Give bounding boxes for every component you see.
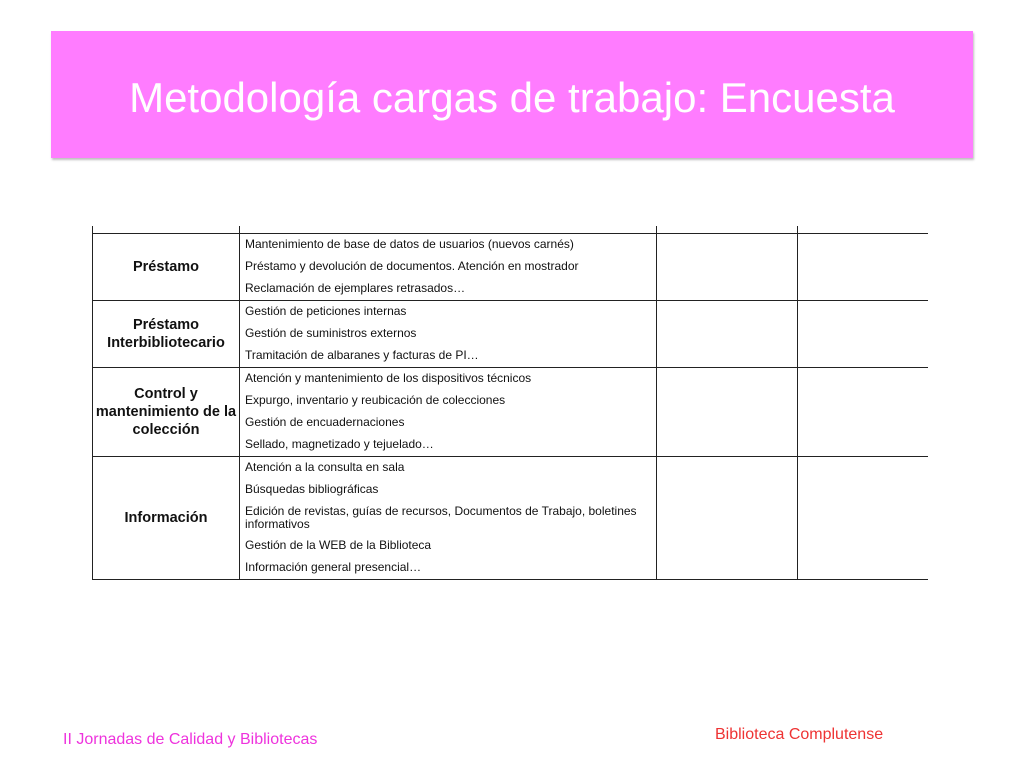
task-item: Información general presencial… [245,560,422,574]
footer-event-name: II Jornadas de Calidad y Bibliotecas [63,731,318,748]
task-item: Sellado, magnetizado y tejuelado… [245,437,434,451]
empty-answer-cell [657,457,798,580]
survey-table [92,226,928,580]
task-item: Búsquedas bibliográficas [245,482,379,496]
empty-answer-cell [798,368,929,457]
footer-library-name: Biblioteca Complutense [715,726,884,743]
empty-answer-cell [657,368,798,457]
empty-answer-cell [798,457,929,580]
task-item: Gestión de encuadernaciones [245,415,405,429]
category-cell: Control y mantenimiento de la colección [93,368,240,457]
empty-answer-cell [798,234,929,301]
empty-answer-cell [657,301,798,368]
title-bar [51,31,973,158]
task-item: Gestión de la WEB de la Biblioteca [245,538,432,552]
table-row-cut-bottom [93,580,929,581]
task-item: Atención a la consulta en sala [245,460,405,474]
task-item: Gestión de peticiones internas [245,304,407,318]
task-item: Reclamación de ejemplares retrasados… [245,281,466,295]
slide-title: Metodología cargas de trabajo: Encuesta [129,73,895,121]
task-item: Tramitación de albaranes y facturas de PI… [245,348,479,362]
category-cell: Préstamo [93,234,240,301]
table-cell-cut [93,580,240,581]
task-item: Expurgo, inventario y reubicación de colecciones [245,393,506,407]
task-item: Atención y mantenimiento de los dispositivos técnicos [245,371,532,385]
task-item: Mantenimiento de base de datos de usuarios (nuevos carnés) [245,237,574,251]
table-row [93,457,929,580]
tasks-cell [240,368,657,457]
task-item: Préstamo y devolución de documentos. Atención en mostrador [245,259,579,273]
category-cell: Información [93,457,240,580]
table-cell-cut [93,226,240,234]
tasks-cell [240,234,657,301]
tasks-cell [240,457,657,580]
survey-table-crop [92,226,928,580]
empty-answer-cell [798,301,929,368]
table-row [93,301,929,368]
task-item: Edición de revistas, guías de recursos, Documentos de Trabajo, boletines informativos [245,504,637,531]
table-row [93,234,929,301]
table-row-cut-top [93,226,929,234]
table-row [93,368,929,457]
category-cell: Préstamo Interbibliotecario [93,301,240,368]
empty-answer-cell [657,234,798,301]
tasks-cell [240,301,657,368]
task-item: Gestión de suministros externos [245,326,417,340]
